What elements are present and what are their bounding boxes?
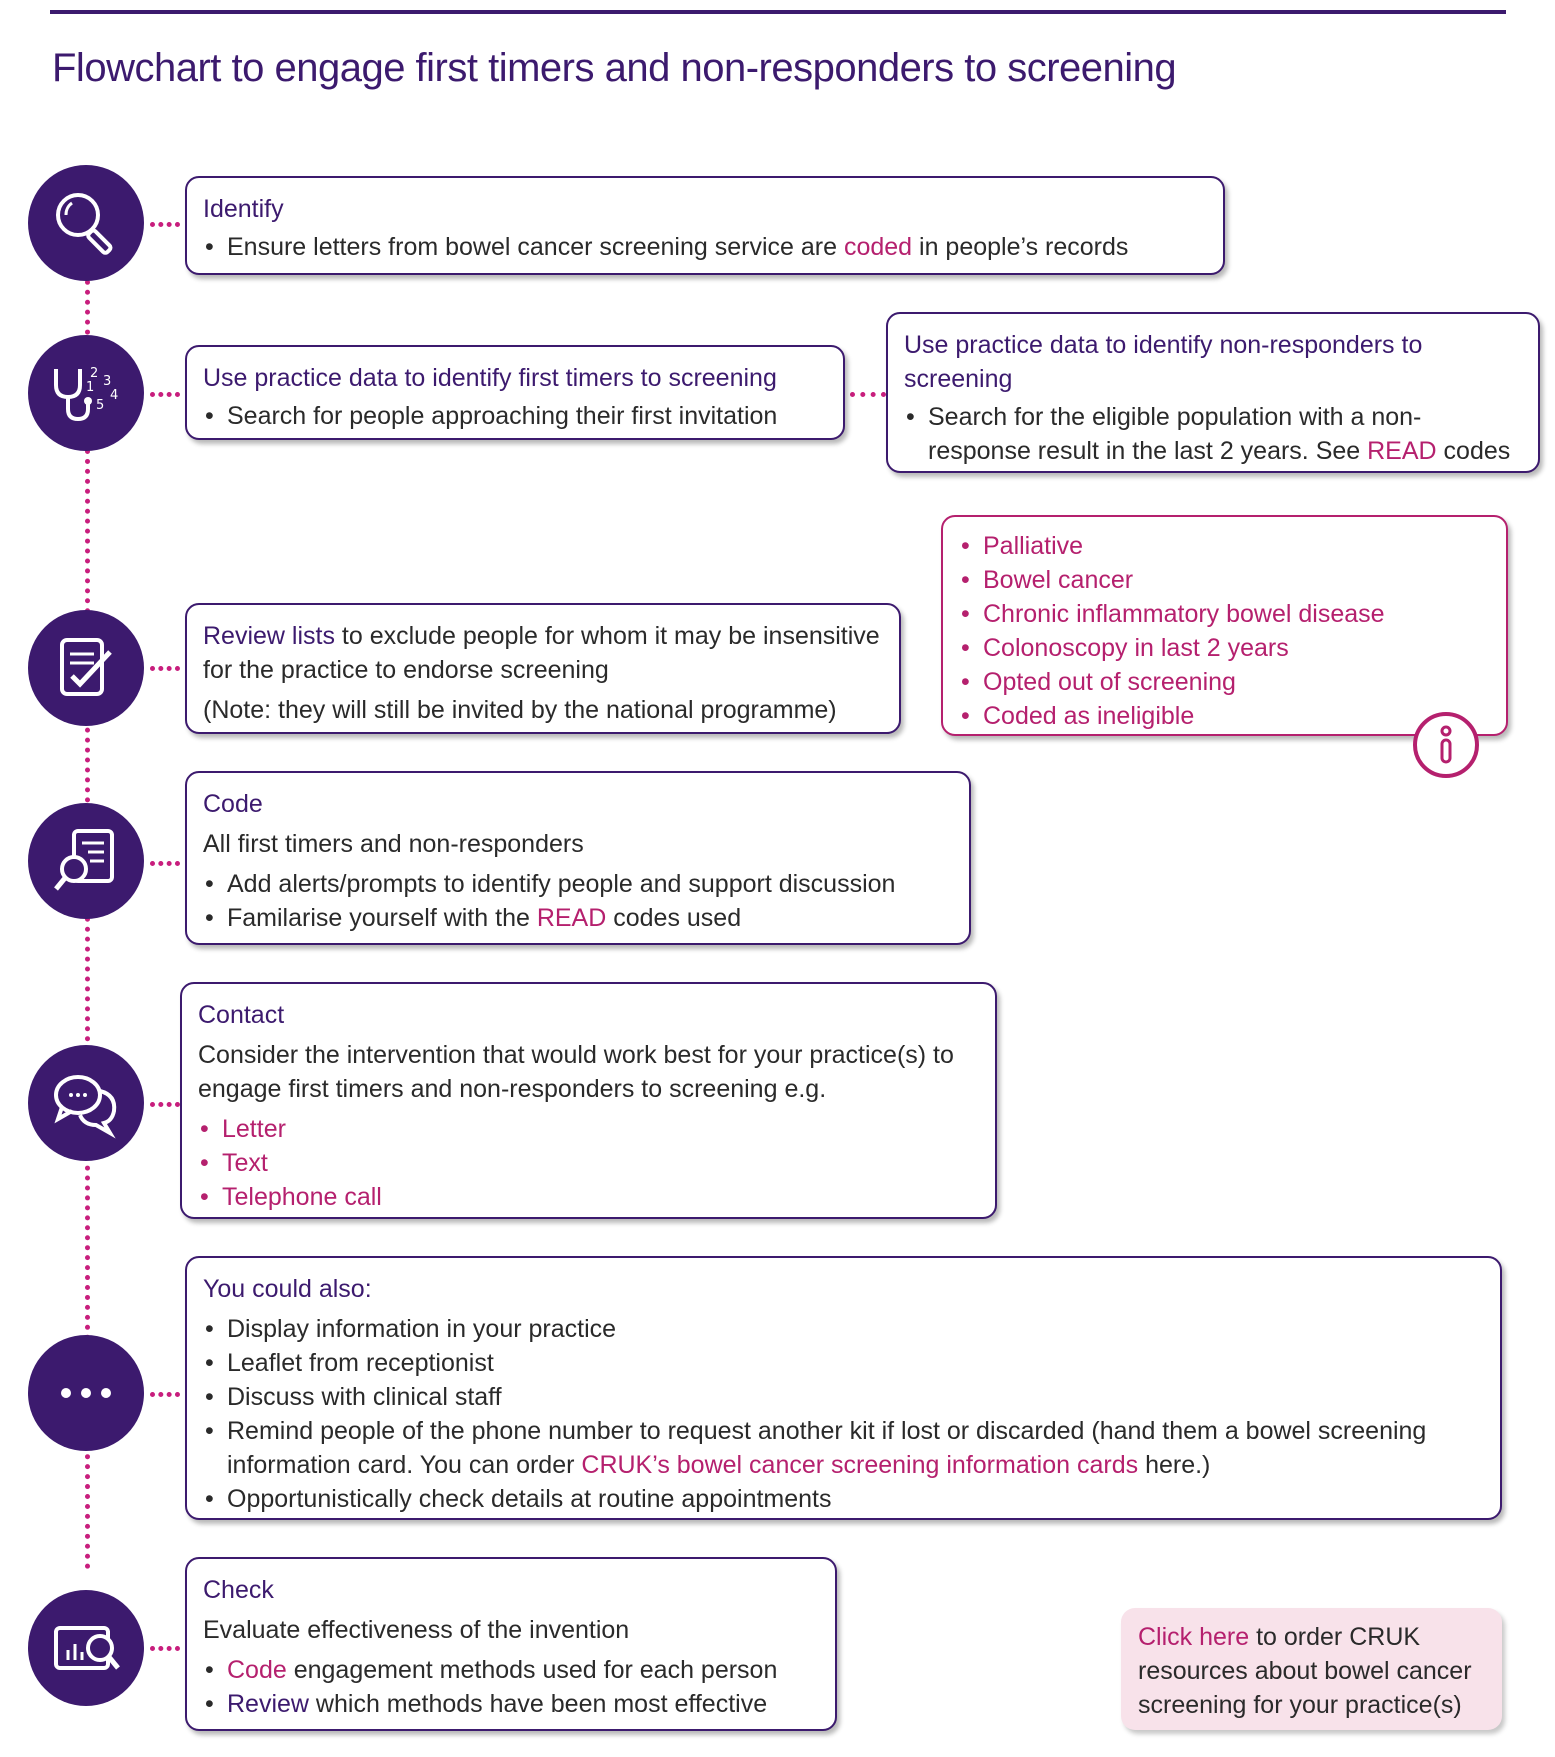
- also-bullet: • Display information in your practice: [203, 1312, 1484, 1346]
- check-box: [185, 1557, 837, 1731]
- also-bullet: • Leaflet from receptionist: [203, 1346, 1484, 1380]
- exclusion-item: • Opted out of screening: [959, 665, 1490, 699]
- ellipsis-icon: [48, 1355, 124, 1431]
- contact-method: • Telephone call: [198, 1180, 979, 1214]
- read-codes-link[interactable]: READ: [1367, 437, 1437, 465]
- exclusions-list: [959, 529, 1490, 733]
- contact-method: • Text: [198, 1146, 979, 1180]
- document-search-icon: [48, 823, 124, 899]
- check-step-circle: [28, 1590, 144, 1706]
- identify-bullet: • Ensure letters from bowel cancer screening service are coded in people’s records: [203, 230, 1207, 264]
- svg-text:3: 3: [103, 374, 112, 389]
- chart-magnifier-icon: [48, 1610, 124, 1686]
- contact-box: [180, 982, 997, 1219]
- top-rule: [50, 10, 1506, 14]
- first-timers-heading: Use practice data to identify first timers to screening: [203, 364, 777, 392]
- identify-heading: Identify: [203, 195, 284, 223]
- review-text: Review lists to exclude people for whom it may be insensitive for the practice to endorse screening: [203, 622, 880, 684]
- check-bullet: • Code engagement methods used for each person: [203, 1653, 819, 1687]
- code-step-circle: [28, 803, 144, 919]
- code-bullet: • Add alerts/prompts to identify people and support discussion: [203, 867, 953, 901]
- also-heading: You could also:: [203, 1275, 372, 1303]
- review-link[interactable]: Review: [227, 1690, 309, 1718]
- read-codes-link[interactable]: READ: [536, 904, 607, 932]
- checklist-icon: [48, 630, 124, 706]
- exclusion-item: • Chronic inflammatory bowel disease: [959, 597, 1490, 631]
- click-here-link[interactable]: Click here: [1138, 1623, 1250, 1651]
- first-timers-bullet: • Search for people approaching their first invitation: [203, 399, 827, 433]
- first-timers-box: [185, 345, 845, 440]
- order-resources-cta[interactable]: [1121, 1608, 1502, 1730]
- data-step-circle: [28, 335, 144, 451]
- review-box: [185, 603, 901, 734]
- cta-text: Click here to order CRUK resources about bowel cancer screening for your practice(s): [1138, 1623, 1472, 1719]
- contact-step-circle: [28, 1045, 144, 1161]
- contact-body: Consider the intervention that would work best for your practice(s) to engage first timers and non-responders to screening e.g.: [198, 1041, 954, 1103]
- also-box: [185, 1256, 1502, 1520]
- code-box: [185, 771, 971, 945]
- page-title: Flowchart to engage first timers and non-responders to screening: [52, 46, 1177, 90]
- svg-text:5: 5: [96, 398, 105, 413]
- connector: [150, 1646, 180, 1651]
- contact-heading: Contact: [198, 1001, 285, 1029]
- identify-step-circle: [28, 165, 144, 281]
- also-step-circle: [28, 1335, 144, 1451]
- coded-link[interactable]: coded: [843, 233, 913, 261]
- exclusion-item: • Colonoscopy in last 2 years: [959, 631, 1490, 665]
- non-responders-box: [886, 312, 1540, 473]
- connector: [150, 666, 180, 671]
- contact-method: • Letter: [198, 1112, 979, 1146]
- non-responders-heading: Use practice data to identify non-responders to screening: [904, 331, 1423, 393]
- also-bullet: • Opportunistically check details at routine appointments: [203, 1482, 1484, 1516]
- check-heading: Check: [203, 1576, 274, 1604]
- speech-bubbles-icon: [48, 1065, 124, 1141]
- svg-text:4: 4: [110, 388, 119, 403]
- non-responders-bullet: • Search for the eligible population with a non-response result in the last 2 years. See READ codes: [904, 400, 1522, 468]
- connector: [150, 861, 180, 866]
- also-bullet: • Remind people of the phone number to request another kit if lost or discarded (hand them a bowel screening information card. You can order CRUK’s bowel cancer screening information cards here.): [203, 1414, 1484, 1482]
- code-heading: Code: [203, 790, 263, 818]
- connector: [850, 392, 886, 397]
- exclusion-item: • Coded as ineligible: [959, 699, 1490, 733]
- connector: [150, 1102, 180, 1107]
- also-bullet: • Discuss with clinical staff: [203, 1380, 1484, 1414]
- info-cards-link[interactable]: CRUK’s bowel cancer screening information cards: [581, 1451, 1139, 1479]
- svg-text:1: 1: [86, 380, 95, 395]
- exclusions-box: [941, 515, 1508, 736]
- review-lists-link[interactable]: Review lists: [203, 622, 335, 650]
- check-subtitle: Evaluate effectiveness of the invention: [203, 1616, 630, 1644]
- review-step-circle: [28, 610, 144, 726]
- svg-text:2: 2: [90, 366, 99, 381]
- identify-box: [185, 176, 1225, 275]
- exclusion-item: • Bowel cancer: [959, 563, 1490, 597]
- stethoscope-numbers-icon: [48, 355, 124, 431]
- connector: [150, 1392, 180, 1397]
- check-bullet: • Review which methods have been most effective: [203, 1687, 819, 1721]
- code-bullet: • Familarise yourself with the READ codes used: [203, 901, 953, 935]
- magnifier-icon: [48, 185, 124, 261]
- review-note: (Note: they will still be invited by the national programme): [203, 696, 837, 724]
- code-subtitle: All first timers and non-responders: [203, 830, 584, 858]
- connector: [150, 392, 180, 397]
- connector: [150, 222, 180, 227]
- exclusion-item: • Palliative: [959, 529, 1490, 563]
- info-icon: [1413, 712, 1479, 778]
- code-link[interactable]: Code: [227, 1656, 287, 1684]
